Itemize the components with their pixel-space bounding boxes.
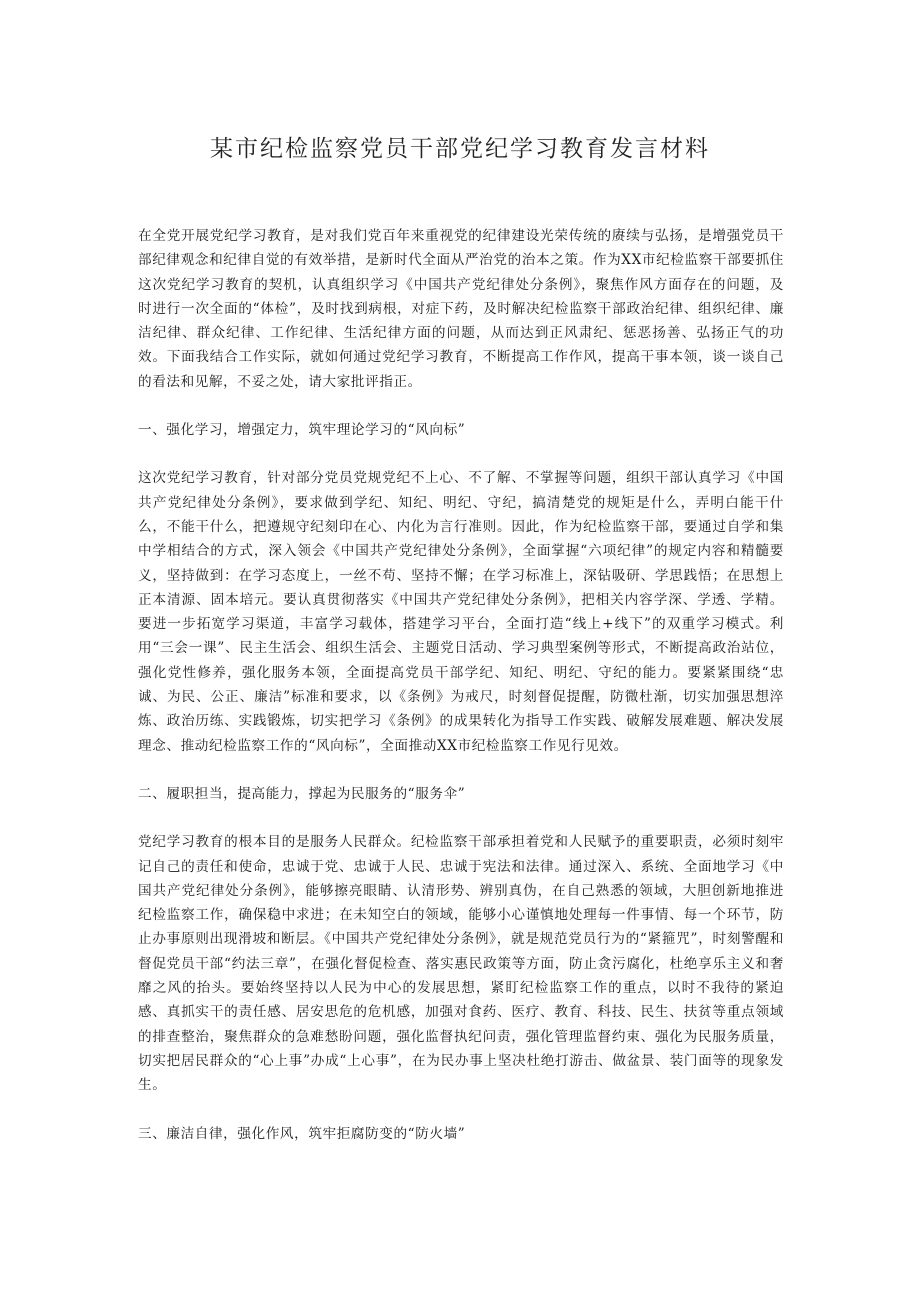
document-body (138, 224, 784, 1170)
document-title: 某市纪检监察党员干部党纪学习教育发言材料 (210, 136, 710, 162)
section-1-paragraph: 这次党纪学习教育，针对部分党员党规党纪不上心、不了解、不掌握等问题，组织干部认真学习《中国共产党纪律处分条例》，要求做到学纪、知纪、明纪、守纪，搞清楚党的规矩是什么，弄明白能干什么，不能干什么，把遵规守纪刻印在心、内化为言行准则。因此，作为纪检监察干部，要通过自学和集中学相结合的方式，深入领会《中国共产党纪律处分条例》，全面掌握“六项纪律”的规定内容和精髓要义，坚持做到：在学习态度上，一丝不苟、坚持不懈；在学习标准上，深钻吸研、学思践悟；在思想上正本清源、固本培元。要认真贯彻落实《中国共产党纪律处分条例》，把相关内容学深、学透、学精。要进一步拓宽学习渠道，丰富学习载体，搭建学习平台，全面打造“线上+线下”的双重学习模式。利用“三会一课”、民主生活会、组织生活会、主题党日活动、学习典型案例等形式，不断提高政治站位，强化党性修养，强化服务本领，全面提高党员干部学纪、知纪、明纪、守纪的能力。要紧紧围绕“忠诚、为民、公正、廉洁”标准和要求，以《条例》为戒尺，时刻督促提醒，防微杜渐，切实加强思想淬炼、政治历练、实践锻炼，切实把学习《条例》的成果转化为指导工作实践、破解发展难题、解决发展理念、推动纪检监察工作的“风向标”，全面推动XX市纪检监察工作见行见效。 (138, 470, 784, 754)
section-2-paragraph: 党纪学习教育的根本目的是服务人民群众。纪检监察干部承担着党和人民赋予的重要职责，必须时刻牢记自己的责任和使命，忠诚于党、忠诚于人民、忠诚于宪法和法律。通过深入、系统、全面地学习《中国共产党纪律处分条例》，能够擦亮眼睛、认清形势、辨别真伪，在自己熟悉的领域，大胆创新地推进纪检监察工作，确保稳中求进；在未知空白的领域，能够小心谨慎地处理每一件事情、每一个环节，防止办事原则出现滑坡和断层。《中国共产党纪律处分条例》，就是规范党员行为的“紧箍咒”，时刻警醒和督促党员干部“约法三章”，在强化督促检查、落实惠民政策等方面，防止贪污腐化，杜绝享乐主义和奢靡之风的抬头。要始终坚持以人民为中心的发展思想，紧盯纪检监察工作的重点，以时不我待的紧迫感、真抓实干的责任感、居安思危的危机感，加强对食药、医疗、教育、科技、民生、扶贫等重点领域的排查整治，聚焦群众的急难愁盼问题，强化监督执纪问责，强化管理监督约束、强化为民服务质量，切实把居民群众的“心上事”办成“上心事”，在为民办事上坚决杜绝打游击、做盆景、装门面等的现象发生。 (138, 834, 784, 1094)
section-3-heading: 三、廉洁自律，强化作风，筑牢拒腐防变的“防火墙” (138, 1125, 466, 1142)
intro-paragraph: 在全党开展党纪学习教育，是对我们党百年来重视党的纪律建设光荣传统的赓续与弘扬，是增强党员干部纪律观念和纪律自觉的有效举措，是新时代全面从严治党的治本之策。作为XX市纪检监察干部要抓住这次党纪学习教育的契机，认真组织学习《中国共产党纪律处分条例》，聚焦作风方面存在的问题，及时进行一次全面的“体检”，及时找到病根，对症下药，及时解决纪检监察干部政治纪律、组织纪律、廉洁纪律、群众纪律、工作纪律、生活纪律方面的问题，从而达到正风肃纪、惩恶扬善、弘扬正气的功效。下面我结合工作实际，就如何通过党纪学习教育，不断提高工作作风，提高干事本领，谈一谈自己的看法和见解，不妥之处，请大家批评指正。 (138, 228, 784, 390)
section-2-heading: 二、履职担当，提高能力，撑起为民服务的“服务伞” (138, 785, 466, 802)
section-1-heading: 一、强化学习，增强定力，筑牢理论学习的“风向标” (138, 422, 466, 439)
